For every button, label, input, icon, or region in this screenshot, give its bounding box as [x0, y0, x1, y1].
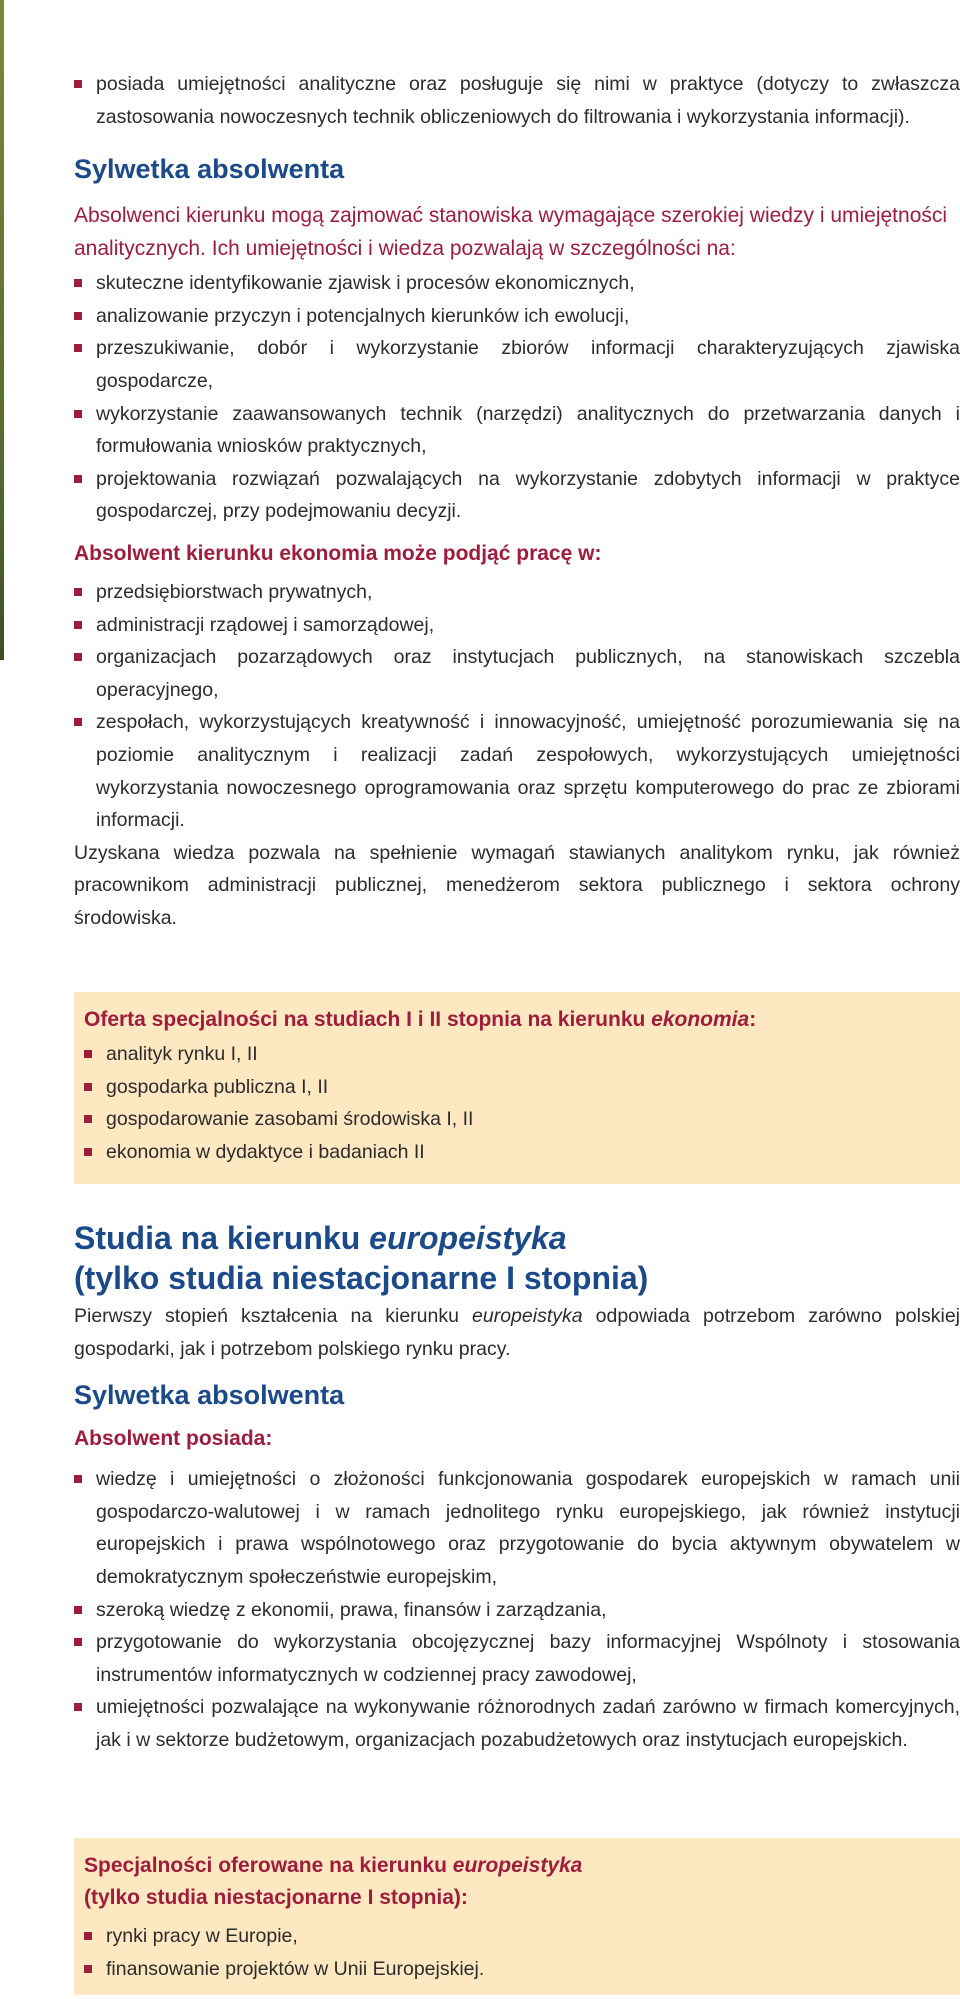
europeistyka-specializations-box: [74, 1838, 960, 1995]
europeistyka-box-title-prefix: Specjalności oferowane na kierunku: [84, 1854, 453, 1877]
section-heading-ekonomia-profile: Sylwetka absolwenta: [74, 154, 345, 185]
europeistyka-section: [74, 1218, 960, 1757]
europeistyka-intro-suffix: odpowiada potrzebom zarówno polskiej gospodarki, jak i potrzebom polskiego rynku pracy.: [74, 1305, 960, 1360]
ekonomia-lead-part2: Ich umiejętności i wiedza pozwalają w szczególności na:: [211, 237, 736, 261]
list-item: projektowania rozwiązań pozwalających na wykorzystanie zdobytych informacji w praktyce gospodarczej, przy podejmowaniu decyzji.: [74, 463, 960, 528]
list-item: posiada umiejętności analityczne oraz posługuje się nimi w praktyce (dotyczy to zwłaszcza zastosowania nowoczesnych technik obliczeniowych do filtrowania i wykorzystania informacji).: [74, 68, 960, 133]
europeistyka-intro-italic: europeistyka: [472, 1305, 583, 1327]
page-content: [74, 68, 960, 934]
list-item: przeszukiwanie, dobór i wykorzystanie zbiorów informacji charakteryzujących zjawiska gospodarcze,: [74, 332, 960, 397]
europeistyka-box-title: [84, 1850, 950, 1914]
list-item: zespołach, wykorzystujących kreatywność i innowacyjność, umiejętność porozumiewania się na poziomie analitycznym i realizacji zadań zespołowych, wykorzystujących umiejętności wykorzystania nowoczesnego oprogramowania oraz sprzętu komputerowego do prac ze zbiorami informacji.: [74, 706, 960, 836]
europeistyka-title: [74, 1218, 960, 1298]
ekonomia-box-title-suffix: :: [749, 1008, 757, 1031]
list-item: wykorzystanie zaawansowanych technik (narzędzi) analitycznych do przetwarzania danych i formułowania wniosków praktycznych,: [74, 398, 960, 463]
ekonomia-box-title-prefix: Oferta specjalności na studiach I i II stopnia na kierunku: [84, 1008, 652, 1031]
europeistyka-box-title-line2: (tylko studia niestacjonarne I stopnia):: [84, 1886, 468, 1909]
section-heading-europeistyka-profile: Sylwetka absolwenta: [74, 1380, 345, 1411]
work-places-list: [74, 576, 960, 837]
list-item: analityk rynku I, II: [84, 1038, 950, 1071]
europeistyka-list: [74, 1463, 960, 1756]
left-edge-decoration: [0, 0, 4, 660]
europeistyka-intro: [74, 1300, 960, 1365]
europeistyka-title-prefix: Studia na kierunku: [74, 1220, 370, 1256]
ekonomia-closing: Uzyskana wiedza pozwala na spełnienie wymagań stawianych analitykom rynku, jak również pracownikom administracji publicznej, menedżerom sektora publicznego i sektora ochrony środowiska.: [74, 841, 960, 929]
list-item: rynki pracy w Europie,: [84, 1920, 950, 1953]
ekonomia-box-title-italic: ekonomia: [651, 1008, 750, 1031]
list-item: analizowanie przyczyn i potencjalnych kierunków ich ewolucji,: [74, 300, 960, 333]
list-item: organizacjach pozarządowych oraz instytucjach publicznych, na stanowiskach szczebla operacyjnego,: [74, 641, 960, 706]
ekonomia-specializations-box: [74, 992, 960, 1184]
list-item: wiedzę i umiejętności o złożoności funkcjonowania gospodarek europejskich w ramach unii gospodarczo-walutowej i w ramach jednolitego rynku europejskiego, jak również instytucji europejskich i prawa wspólnotowego oraz przygotowanie do bycia aktywnym obywatelem w demokratycznym społeczeństwie europejskim,: [74, 1463, 960, 1593]
europeistyka-title-emph: europeistyka: [369, 1220, 567, 1256]
ekonomia-box-title: [84, 1004, 950, 1036]
list-item: gospodarowanie zasobami środowiska I, II: [84, 1103, 950, 1136]
ekonomia-box-list: [84, 1038, 950, 1168]
list-item: gospodarka publiczna I, II: [84, 1071, 950, 1104]
list-item: skuteczne identyfikowanie zjawisk i procesów ekonomicznych,: [74, 267, 960, 300]
ekonomia-lead-part1: Absolwenci kierunku mogą zajmować stanowiska wymagające szerokiej wiedzy i umiejętności analitycznych.: [74, 204, 948, 261]
list-item: administracji rządowej i samorządowej,: [74, 609, 960, 642]
ekonomia-lead: [74, 199, 960, 265]
europeistyka-has-heading: Absolwent posiada:: [74, 1427, 273, 1451]
list-item: przedsiębiorstwach prywatnych,: [74, 576, 960, 609]
list-item: szeroką wiedzę z ekonomii, prawa, finansów i zarządzania,: [74, 1594, 960, 1627]
intro-list: [74, 68, 960, 133]
skills-list: [74, 267, 960, 528]
europeistyka-intro-prefix: Pierwszy stopień kształcenia na kierunku: [74, 1305, 473, 1327]
list-item: przygotowanie do wykorzystania obcojęzycznej bazy informacyjnej Wspólnoty i stosowania instrumentów informatycznych w codziennej pracy zawodowej,: [74, 1626, 960, 1691]
europeistyka-box-list: [84, 1920, 950, 1985]
list-item: finansowanie projektów w Unii Europejskiej.: [84, 1953, 950, 1986]
europeistyka-box-title-italic: europeistyka: [452, 1854, 583, 1877]
list-item: ekonomia w dydaktyce i badaniach II: [84, 1136, 950, 1169]
list-item: umiejętności pozwalające na wykonywanie różnorodnych zadań zarówno w firmach komercyjnych, jak i w sektorze budżetowym, organizacjach pozabudżetowych oraz instytucjach europejskich.: [74, 1691, 960, 1756]
work-heading: Absolwent kierunku ekonomia może podjąć pracę w:: [74, 541, 602, 565]
europeistyka-title-line2: (tylko studia niestacjonarne I stopnia): [74, 1260, 649, 1296]
